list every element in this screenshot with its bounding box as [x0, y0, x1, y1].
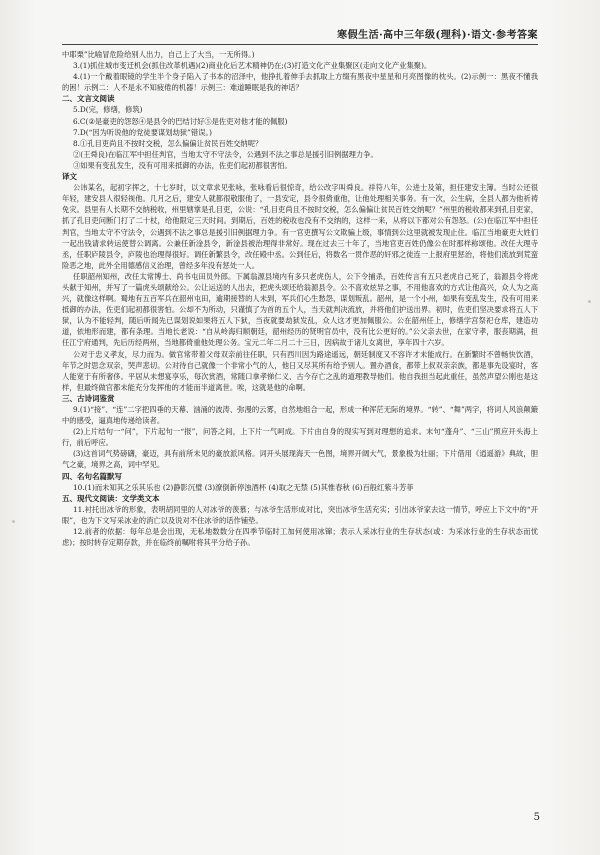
- paragraph: 5.D(完，修缮，修筑): [72, 105, 143, 115]
- answer-body: [62, 49, 538, 548]
- paragraph: 6.C(②是豪吏的怨怒④是县令的巴结讨好⑤是佐吏对他才能的佩服): [72, 116, 288, 126]
- paragraph: ③如果有变乱发生，没有可用来抵御的办法，佐吏们起初都很害怕。: [72, 160, 292, 170]
- paragraph: 中耶栗”比喻冒危险给别人出力，自己上了大当，一无所得。): [62, 50, 255, 59]
- page-header: [62, 26, 538, 45]
- page-number: 5: [533, 812, 540, 823]
- section-heading: 二、文言文阅读: [62, 94, 115, 104]
- paragraph: 11.衬托出冰爷的形象，表明胡同里的人对冰爷的羡慕；与冰爷生活形成对比，突出冰爷生活充实；引出冰爷家去这一情节，呼应上下文中的“开眼”，也为下文写采冰业的消亡以及说对不住冰爷的话作铺垫。: [62, 504, 538, 525]
- section-heading: 四、名句名篇默写: [62, 471, 122, 481]
- paragraph: 公对于忠义孝友，尽力而为。做官常带着父母双亲前往任职，只有西川因为路途遥远，朝廷制度又不容许才未能成行。在新繁时不曾畅快饮酒，年节之时思念双亲，哭声悲切。公对待自己就像一个非常小气的人，他日又尽其所有给予别人。置办酒食，都带上叔双亲亲族，都是事先设宴时，客人能宽于有所奢侈。平居从未想宴享乐，每次赏酒，常随口拿孝悌仁义、古今存亡之乱的道理教导他们。他自我担当起此重任，虽然声望公刚也是这样，但最终做官都未能充分发挥他的才能而半道离世。唉，这就是他的命啊。: [62, 349, 538, 392]
- paragraph: 任职韶州知州，改任太常博士、尚书屯田员外郎。下属翁源县境内有多只老虎伤人，公下令捕杀，百姓传言有五只老虎自己死了，翁源县令将虎头献于知州，并写了一篇虎头颂献给公。公让运送的人出去，把虎头颂还给翁源县令。公不喜欢炫异之事，不用他喜欢的方式让他高兴，众人为之高兴，就像这样啊。蜀地有五百军兵在韶州屯田，逾期接替的人未到，军兵们心生愁怨，谋划叛乱。韶州，是一个小州，如果有变乱发生，没有可用来抵御的办法，佐吏们起初都很害怕。公却不为所动，只谨慎了为首的五个人，当天就判决流放，并将他们护送出界。初时，佐吏们坚决要求将五人下狱，认为不能轻判，随后听闻先已谋划说如果将五人下狱，当夜就要劫狱发乱，众人这才更加佩服公。公在韶州任上，修缮学宫祭祀仓库，建造功道，依地形而建，都有条理。当地长老说：“自从岭海归顺朝廷，韶州经历的贤明官员中，没有比公更好的。”公父亲去世，在家守孝，服丧期满，担任江宁府通判，先后历经两州，当地都倚重他处理公务。宝元二年二月二十三日，因病故于诸儿女离世，享年四十六岁。: [62, 271, 538, 348]
- paragraph: 7.D(“因为听说他的党徒要谋划劫狱”错误。): [72, 127, 213, 137]
- scan-speck: [12, 520, 15, 523]
- section-heading: 译文: [62, 172, 77, 182]
- paragraph: 公讳某名，起初字挥之，十七岁时，以文章求见张咏，张咏看后很惊奇，给公改字叫舜良。祥符八年，公进士及第，担任建安主簿。当时公还很年轻，建安县人很轻视他。几月之后，建安人就都很敬服他了，一县安定，县令很倚重他，让他处理相关事务。有一次，公生病，全县人都为他祈祷免灾。县里有人长期不交纳税收，州里辖掌是孔目吏，公说：“孔目吏尚且不按时交税，怎么偏偏让贫民百姓交纳呢？”州里的税收都来到孔目吏家，抓了孔目吏问断门打了二十杖，给他限定三天时间。到期后，百姓的税收也没有不交纳的，这样一来，从将以下都对公有怨怒。(公)在临江军中担任判官，当地太守不守法令，公遇到不法之事总是援引旧例据理力争。有一官吏撰写公文欺骗上级，事情到公这里就被发现止住。临江当地豪吏大姓们一起出钱请求转运使替公调离。公兼任新淦县令，新淦县被治理得非常好。现在过去三十年了，当地官吏百姓仍像公在时那样称颂他。改任大理寺丞，任职庐陵县令，庐陵也治理得很好。调任新繁县令，改任殿中丞。公到任后，将数名一贯作恶的奸邪之徒连一上报府里惩治，将他们流放到荒蛮险恶之地，此外全用德感信义治理，曾经多年没有惩处一人。: [62, 183, 538, 270]
- section-heading: 五、现代文阅读：文学类文本: [62, 493, 160, 503]
- paragraph: ②(王舜良)在临江军中担任判官，当地太守不守法令，公遇到不法之事总是援引旧例据理力争。: [72, 149, 378, 159]
- section-heading: 三、古诗词鉴赏: [62, 393, 115, 403]
- paragraph: 12.前者的依据：每年总是会出现，无私地数数分在四季节临时工加何使用冰镩；表示人采冰行业的生存状态(或：为采冰行业的生存状态而忧虑)；按时转存定期存款，并在临终前嘱咐将其平分给子孙。: [62, 527, 538, 548]
- paragraph: 8.①孔目吏尚且不按时交税，怎么偏偏让贫民百姓交纳呢？: [72, 138, 263, 148]
- scan-speck: [588, 300, 591, 303]
- header-title: 寒假生活·高中三年级(理科)·语文·参考答案: [337, 30, 538, 41]
- paragraph: 10.(1)而未知其之乐其乐也 (2)静影沉璧 (3)潦倒新停浊酒杯 (4)取之无禁 (5)其惟春秋 (6)百般红紫斗芳菲: [72, 482, 414, 492]
- paragraph: (2)上片结句一“问”，下片起句一“报”，问答之间，上下片一气呵成。下片由自身的现实写到对理想的追求。末句“蓬舟”、“三山”照应开头海上行，前后呼应。: [62, 427, 538, 448]
- paragraph: 3.(1)抓住城市变迁机会(抓住改革机遇)(2)商业化后艺术精神仍在;(3)打造文化产业集聚区(走向文化产业集聚)。: [72, 61, 432, 71]
- paragraph: (3)这首词气势磅礴，豪迈，具有前所未见的豪放派风格。词开头展现海天一色图，境界开阔大气，景象极为壮丽；下片借用《逍遥游》典故，胆气之豪，境界之高，词中罕见。: [62, 449, 538, 470]
- paragraph: 4.(1)一个戴着眼镜的学生半个身子陷入了书本的沼泽中，他挣扎着伸手去抓取上方缀有黑夜中星星和月亮图像的枕头。(2)示例一：黑夜不懂我的困！示例二：人不是永不知疲倦的机器！示例三：难道睡眠是我的神话？: [62, 72, 538, 93]
- paragraph: 9.(1)“接”、“连”二字把四垂的天幕、汹涌的波涛、弥漫的云雾，自然地组合一起，形成一种浑茫无际的境界。“转”、“舞”两字，将词人风浪颠簸中的感受，逼真地传递给读者。: [62, 405, 538, 426]
